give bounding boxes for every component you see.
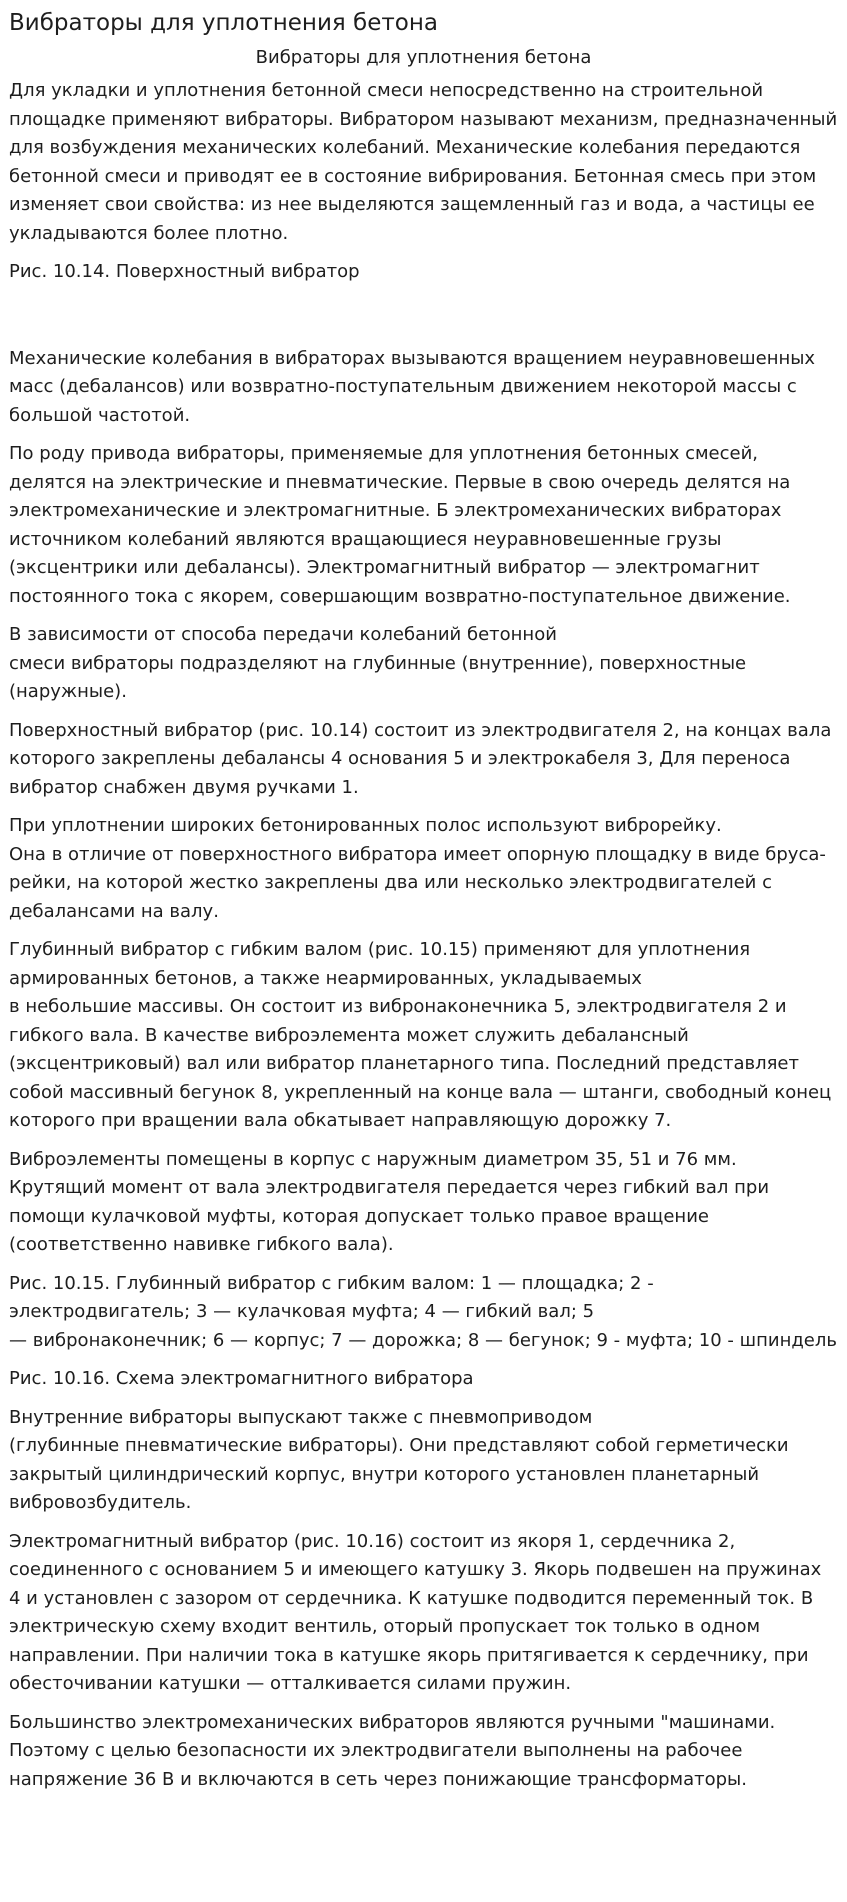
paragraph-pneumatic-vibrators: Внутренние вибраторы выпускают также с пневмоприводом (глубинные пневматические вибраторы). Они представляют собой герметически закрытый цилиндрический корпус, внутри которого установлен планетарный вибровозбудитель. [9, 1406, 789, 1513]
page-title: Вибраторы для уплотнения бетона [9, 10, 438, 36]
paragraph-transmission-types: В зависимости от способа передачи колебаний бетонной смеси вибраторы подразделяют на глубинные (внутренние), поверхностные (наружные). [9, 624, 747, 702]
figure-caption-10-14: Рис. 10.14. Поверхностный вибратор [9, 261, 360, 282]
figure-caption-10-15: Рис. 10.15. Глубинный вибратор с гибким валом: 1 — площадка; 2 - электродвигатель; 3 — кулачковая муфта; 4 — гибкий вал; 5 — вибронаконечник; 6 — корпус; 7 — дорожка; 8 — бегунок; 9 - муфта; 10 - шпиндель [9, 1272, 837, 1351]
figure-caption-10-16: Рис. 10.16. Схема электромагнитного вибратора [9, 1368, 474, 1389]
paragraph-vibro-elements: Виброэлементы помещены в корпус с наружным диаметром 35, 51 и 76 мм. Крутящий момент от вала электродвигателя передается через гибкий вал при помощи кулачковой муфты, которая допускает только правое вращение (соответственно навивке гибкого вала). [9, 1148, 770, 1255]
paragraph-safety: Большинство электромеханических вибраторов являются ручными "машинами. Поэтому с целью безопасности их электродвигатели выполнены на рабочее напряжение 36 В и включаются в сеть через понижающие трансформаторы. [9, 1711, 776, 1790]
article-subtitle: Вибраторы для уплотнения бетона [255, 47, 592, 68]
paragraph-intro: Для укладки и уплотнения бетонной смеси непосредственно на строительной площадке применяют вибраторы. Вибратором называют механизм, предназначенный для возбуждения механических колебаний. Механические колебания передаются бетонной смеси и приводят ее в состояние вибрирования. Бетонная смесь при этом изменяет свои свойства: из нее выделяются защемленный газ и вода, а частицы ее укладываются более плотно. [9, 80, 838, 244]
paragraph-deep-vibrator: Глубинный вибратор с гибким валом (рис. 10.15) применяют для уплотнения армированных бетонов, а также неармированных, укладываемых в небольшие массивы. Он состоит из вибронаконечника 5, электродвигателя 2 и гибкого вала. В качестве виброэлемента может служить дебалансный (эксцентриковый) вал или вибратор планетарного типа. Последний представляет собой массивный бегунок 8, укрепленный на конце вала — штанги, свободный конец которого при вращении вала обкатывает направляющую дорожку 7. [9, 939, 832, 1131]
figure-placeholder [9, 297, 838, 345]
paragraph-electromagnetic-vibrator: Электромагнитный вибратор (рис. 10.16) состоит из якоря 1, сердечника 2, соединенного с основанием 5 и имеющего катушку 3. Якорь подвешен на пружинах 4 и установлен с зазором от сердечника. К катушке подводится переменный ток. В электрическую схему входит вентиль, оторый пропускает ток только в одном направлении. При наличии тока в катушке якорь притягивается к сердечнику, при обесточивании катушки — отталкивается силами пружин. [9, 1530, 822, 1694]
paragraph-vibrating-screed: При уплотнении широких бетонированных полос используют виброрейку. Она в отличие от поверхностного вибратора имеет опорную площадку в виде бруса-рейки, на которой жестко закреплены два или несколько электродвигателей с дебалансами на валу. [9, 815, 826, 922]
paragraph-mechanical-oscillations: Механические колебания в вибраторах вызываются вращением неуравновешенных масс (дебалансов) или возвратно-поступательным движением некоторой массы с большой частотой. [9, 347, 816, 426]
paragraph-surface-vibrator: Поверхностный вибратор (рис. 10.14) состоит из электродвигателя 2, на концах вала которого закреплены дебалансы 4 основания 5 и электрокабеля 3, Для переноса вибратор снабжен двумя ручками 1. [9, 719, 832, 798]
article [0, 8, 847, 1794]
paragraph-drive-types: По роду привода вибраторы, применяемые для уплотнения бетонных смесей, делятся на электрические и пневматические. Первые в свою очередь делятся на электромеханические и электромагнитные. Б электромеханических вибраторах источником колебаний являются вращающиеся неуравновешенные грузы (эксцентрики или дебалансы). Электромагнитный вибратор — электромагнит постоянного тока с якорем, совершающим возвратно-поступательное движение. [9, 443, 791, 607]
